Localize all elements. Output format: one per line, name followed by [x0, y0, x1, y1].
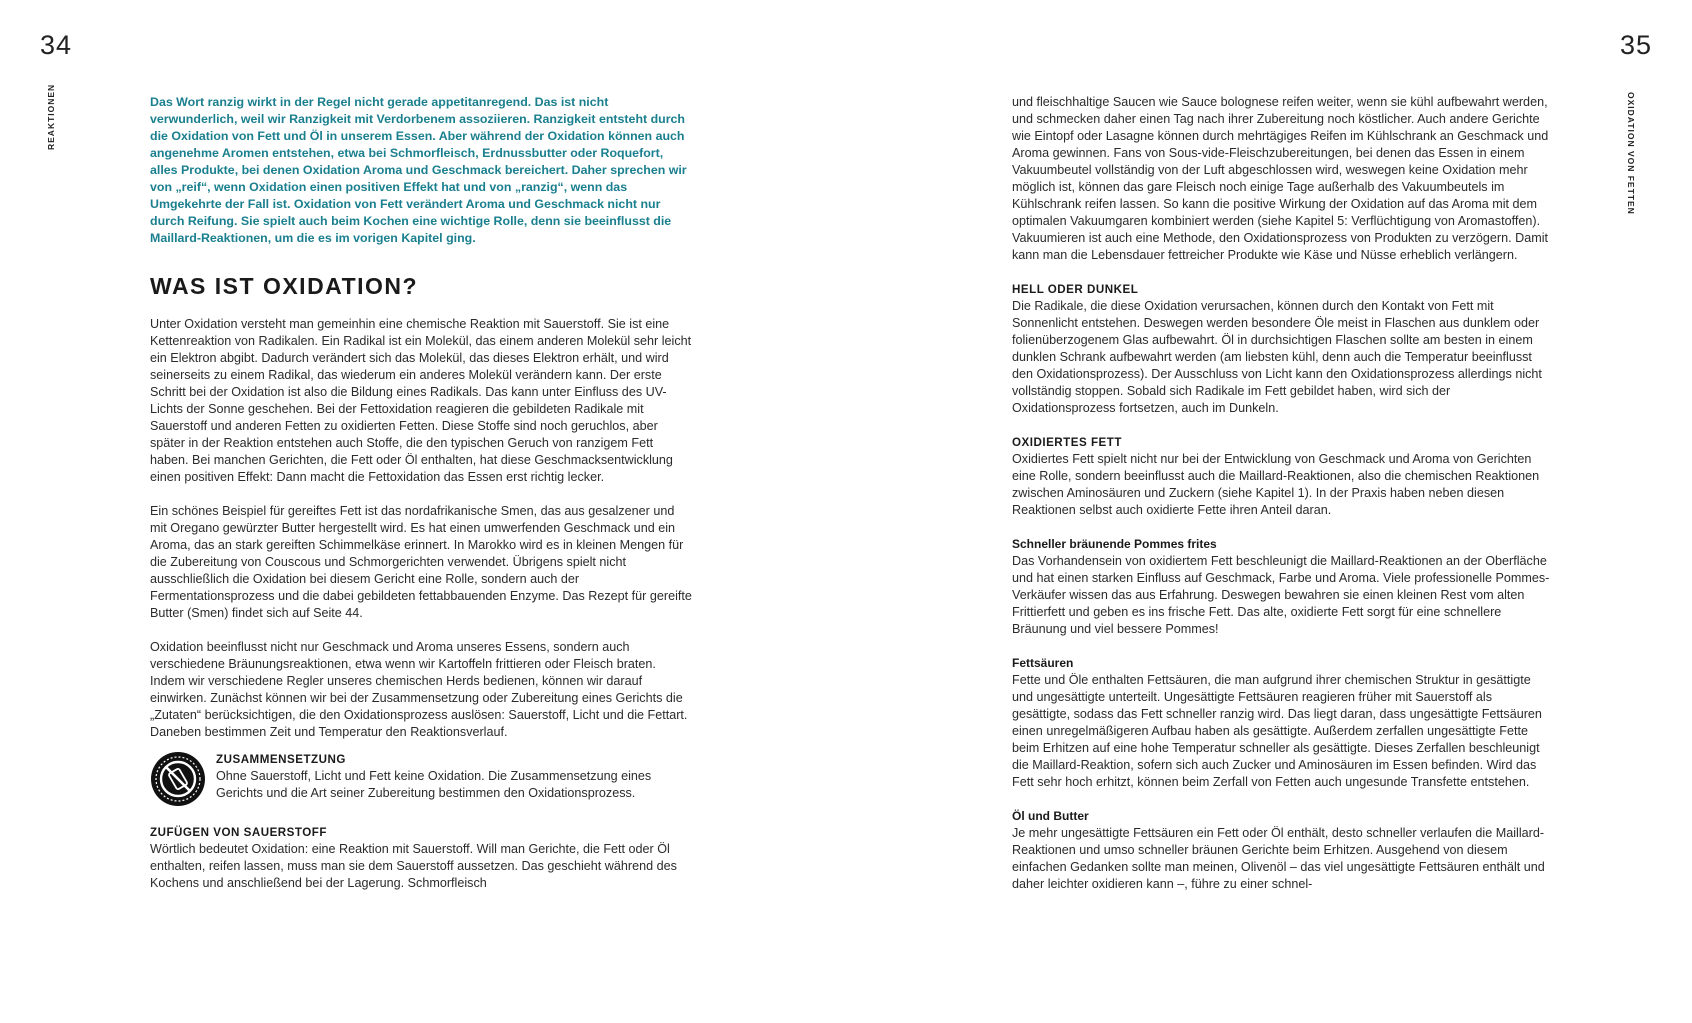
body-paragraph: Oxidation beeinflusst nicht nur Geschmack und Aroma unseres Essens, sondern auch verschiedene Bräunungsreaktionen, etwa wenn wir Kartoffeln frittieren oder Fleisch braten. Indem wir verschiedene Regler unseres chemischen Herds bedienen, können wir darauf einwirken. Zunächst können wir bei der Zusammensetzung oder Zubereitung eines Gerichts die „Zutaten“ berücksichtigen, die den Oxidationsprozess auslösen: Sauerstoff, Licht und die Fettart. Daneben bestimmen Zeit und Temperatur den Reaktionsverlauf. — [150, 640, 688, 739]
body-paragraph: Unter Oxidation versteht man gemeinhin eine chemische Reaktion mit Sauerstoff. Sie ist eine Kettenreaktion von Radikalen. Ein Radikal ist ein Molekül, das einem anderen Molekül sehr leicht ein Elektron abgibt. Dadurch verändert sich das Molekül, das dieses Elektron erhält, und wird seinerseits zu einem Radikal, das wiederum ein anderes Molekül verändern kann. Der erste Schritt bei der Oxidation ist also die Bildung eines Radikals. Das kann unter Einfluss des UV-Lichts der Sonne geschehen. Bei der Fettoxidation reagieren die gebildeten Radikale mit Sauerstoff und anderen Fetten zu oxidierten Fetten. Diese Stoffe sind noch geruchlos, aber später in der Reaktion entstehen auch Stoffe, die den typischen Geruch von ranzigem Fett haben. Bei manchen Gerichten, die Fett oder Öl enthalten, hat diese Geschmacksentwicklung einen positiven Effekt: Dann macht die Fettoxidation das Essen erst richtig lecker. — [150, 317, 692, 484]
body-paragraph: Oxidiertes Fett spielt nicht nur bei der Entwicklung von Geschmack und Aroma von Gerichten eine Rolle, sondern beeinflusst auch die Maillard-Reaktionen, also die chemischen Reaktionen zwischen Aminosäuren und Zuckern (siehe Kapitel 1). In der Praxis haben neben diesen Reaktionen selbst auch oxidierte Fette ihren Anteil daran. — [1012, 452, 1540, 517]
body-paragraph: Das Vorhandensein von oxidiertem Fett beschleunigt die Maillard-Reaktionen an der Oberfläche und hat einen starken Einfluss auf Geschmack, Farbe und Aroma. Viele professionelle Pommes-Verkäufer wissen das aus Erfahrung. Deswegen bewahren sie einen kleinen Rest vom alten Frittierfett und geben es ins frische Fett. Das alte, oxidierte Fett sorgt für eine schnellere Bräunung und viel bessere Pommes! — [1012, 554, 1550, 636]
body-paragraph: Wörtlich bedeutet Oxidation: eine Reaktion mit Sauerstoff. Will man Gerichte, die Fett oder Öl enthalten, reifen lassen, muss man sie dem Sauerstoff aussetzen. Das geschieht während des Kochens und anschließend bei der Lagerung. Schmorfleisch — [150, 842, 677, 890]
page-number-right: 35 — [1619, 30, 1652, 60]
subheading: Öl und Butter — [1012, 809, 1089, 823]
running-header-left: REAKTIONEN — [46, 83, 56, 150]
right-column — [1012, 94, 1552, 893]
subheading: Schneller bräunende Pommes frites — [1012, 537, 1217, 551]
callout-box — [150, 751, 692, 807]
subheading: ZUFÜGEN VON SAUERSTOFF — [150, 826, 327, 839]
page-number-left: 34 — [40, 30, 73, 60]
body-paragraph: Fette und Öle enthalten Fettsäuren, die man aufgrund ihrer chemischen Struktur in gesättigte und ungesättigte unterteilt. Ungesättigte Fettsäuren reagieren früher mit Sauerstoff als gesättigte, sodass das Fett schneller ranzig wird. Das liegt daran, dass ungesättigte Fettsäuren einen unregelmäßigeren Aufbau haben als gesättigte. Außerdem zerfallen ungesättigte Fette beim Erhitzen auf eine hohe Temperatur schneller als gesättigte. Dieses Zerfallen beschleunigt die Maillard-Reaktion, sofern sich auch Zucker und Aminosäuren im Essen befinden. Wird das Fett sehr hoch erhitzt, können beim Zerfall von Fetten auch ungesunde Transfette entstehen. — [1012, 673, 1542, 789]
body-paragraph: Ein schönes Beispiel für gereiftes Fett ist das nordafrikanische Smen, das aus gesalzener und mit Oregano gewürzter Butter hergestellt wird. Es hat einen umwerfenden Geschmack und ein Aroma, das an stark gereiften Schimmelkäse erinnert. In Marokko wird es in kleinen Mengen für die Zubereitung von Couscous und Schmorgerichten verwendet. Übrigens spielt nicht ausschließlich die Oxidation bei diesem Gericht eine Rolle, sondern auch der Fermentationsprozess und die dabei gebildeten fettabbauenden Enzyme. Das Rezept für gereifte Butter (Smen) findet sich auf Seite 44. — [150, 504, 692, 620]
subheading: HELL ODER DUNKEL — [1012, 283, 1139, 296]
intro-paragraph: Das Wort ranzig wirkt in der Regel nicht gerade appetitanregend. Das ist nicht verwunderlich, weil wir Ranzigkeit mit Verdorbenem assoziieren. Ranzigkeit entsteht durch die Oxidation von Fett und Öl in unserem Essen. Aber während der Oxidation können auch angenehme Aromen entstehen, etwa bei Schmorfleisch, Erdnussbutter oder Roquefort, alles Produkte, bei denen Oxidation Aroma und Geschmack bereichert. Daher sprechen wir von „reif“, wenn Oxidation einen positiven Effekt hat und von „ranzig“, wenn das Umgekehrte der Fall ist. Oxidation von Fett verändert Aroma und Geschmack nicht nur durch Reifung. Sie spielt auch beim Kochen eine wichtige Rolle, denn sie beeinflusst die Maillard-Reaktionen, um die es im vorigen Kapitel ging. — [150, 95, 687, 245]
callout-title: ZUSAMMENSETZUNG — [216, 753, 346, 766]
subheading: OXIDIERTES FETT — [1012, 436, 1122, 449]
section-heading: WAS IST OXIDATION? — [150, 273, 419, 299]
subheading: Fettsäuren — [1012, 656, 1074, 670]
body-paragraph: Je mehr ungesättigte Fettsäuren ein Fett oder Öl enthält, desto schneller verlaufen die Maillard-Reaktionen und umso schneller bräunen Gerichte beim Erhitzen. Ausgehend von diesem einfachen Gedanken sollte man meinen, Olivenöl – das viel ungesättigte Fettsäuren enthält und daher leichter oxidieren kann –, führe zu einer schnel- — [1012, 826, 1545, 891]
callout-text: Ohne Sauerstoff, Licht und Fett keine Oxidation. Die Zusammensetzung eines Gerichts und die Art seiner Zubereitung bestimmen den Oxidationsprozess. — [216, 769, 652, 800]
body-paragraph: Die Radikale, die diese Oxidation verursachen, können durch den Kontakt von Fett mit Sonnenlicht entstehen. Deswegen werden besondere Öle meist in Flaschen aus dunklem oder folienüberzogenem Glas aufbewahrt. Öl in durchsichtigen Flaschen sollte am besten in einem dunklen Schrank aufbewahrt werden (am liebsten kühl, denn auch die Temperatur beeinflusst den Oxidationsprozess). Der Ausschluss von Licht kann den Oxidationsprozess allerdings nicht vollständig stoppen. Sobald sich Radikale im Fett gebildet haben, wird sich der Oxidationsprozess fortsetzen, auch im Dunkeln. — [1012, 299, 1542, 415]
no-oxygen-icon — [150, 751, 206, 807]
body-paragraph: und fleischhaltige Saucen wie Sauce bolognese reifen weiter, wenn sie kühl aufbewahrt werden, und schmecken daher einen Tag nach ihrer Zubereitung noch köstlicher. Auch andere Gerichte wie Eintopf oder Lasagne können durch mehrtägiges Reifen im Kühlschrank an Geschmack und Aroma gewinnen. Fans von Sous-vide-Fleischzubereitungen, bei denen das Essen in einem Vakuumbeutel vollständig von der Luft abgeschlossen wird, weswegen keine Oxidation mehr möglich ist, können das gare Fleisch noch einige Tage außerhalb des Vakuumbeutels im Kühlschrank reifen lassen. So kann die positive Wirkung der Oxidation auf das Aroma mit dem optimalen Vakuumgaren kombiniert werden (siehe Kapitel 5: Verflüchtigung von Aromastoffen). Vakuumieren ist auch eine Methode, den Oxidationsprozess von Produkten zu verzögern. Damit kann man die Lebensdauer fettreicher Produkte wie Käse und Nüsse erheblich verlängern. — [1012, 95, 1549, 262]
left-column — [150, 94, 692, 892]
running-header-right: OXIDATION VON FETTEN — [1626, 92, 1636, 215]
